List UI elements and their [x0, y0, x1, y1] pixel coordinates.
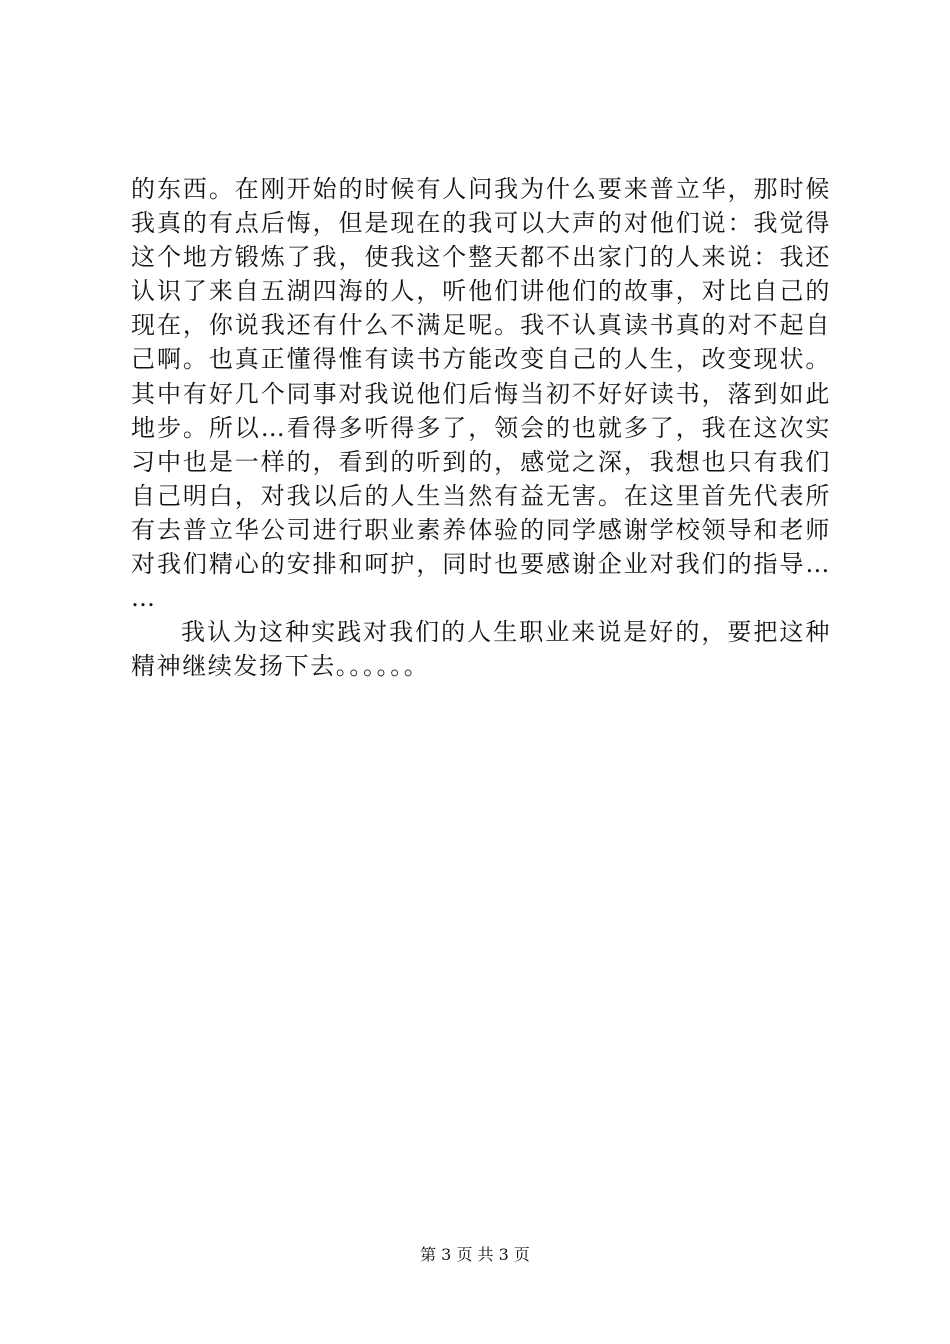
text-line: …	[131, 584, 157, 613]
text-line: 我真的有点后悔，但是现在的我可以大声的对他们说：我觉得	[131, 209, 831, 238]
text-line: 精神继续发扬下去。。。。。。	[131, 652, 430, 681]
document-body	[131, 172, 831, 683]
text-line: 己啊。也真正懂得惟有读书方能改变自己的人生，改变现状。	[131, 345, 831, 374]
text-line: 自己明白，对我以后的人生当然有益无害。在这里首先代表所	[131, 481, 831, 510]
text-line: 现在，你说我还有什么不满足呢。我不认真读书真的对不起自	[131, 311, 831, 340]
paragraph-1	[131, 172, 831, 615]
text-line: 其中有好几个同事对我说他们后悔当初不好好读书，落到如此	[131, 379, 831, 408]
paragraph-2	[131, 615, 831, 683]
text-line: 有去普立华公司进行职业素养体验的同学感谢学校领导和老师	[131, 515, 831, 544]
page-number-footer: 第 3 页 共 3 页	[420, 1245, 530, 1264]
text-line: 地步。所以…看得多听得多了，领会的也就多了，我在这次实	[131, 413, 831, 442]
text-line: 对我们精心的安排和呵护，同时也要感谢企业对我们的指导…	[131, 550, 831, 579]
text-line: 这个地方锻炼了我，使我这个整天都不出家门的人来说：我还	[131, 243, 831, 272]
text-line: 习中也是一样的，看到的听到的，感觉之深，我想也只有我们	[131, 447, 831, 476]
text-line: 我认为这种实践对我们的人生职业来说是好的，要把这种	[181, 618, 831, 647]
text-line: 的东西。在刚开始的时候有人问我为什么要来普立华，那时候	[131, 175, 831, 203]
text-line: 认识了来自五湖四海的人，听他们讲他们的故事，对比自己的	[131, 277, 831, 306]
